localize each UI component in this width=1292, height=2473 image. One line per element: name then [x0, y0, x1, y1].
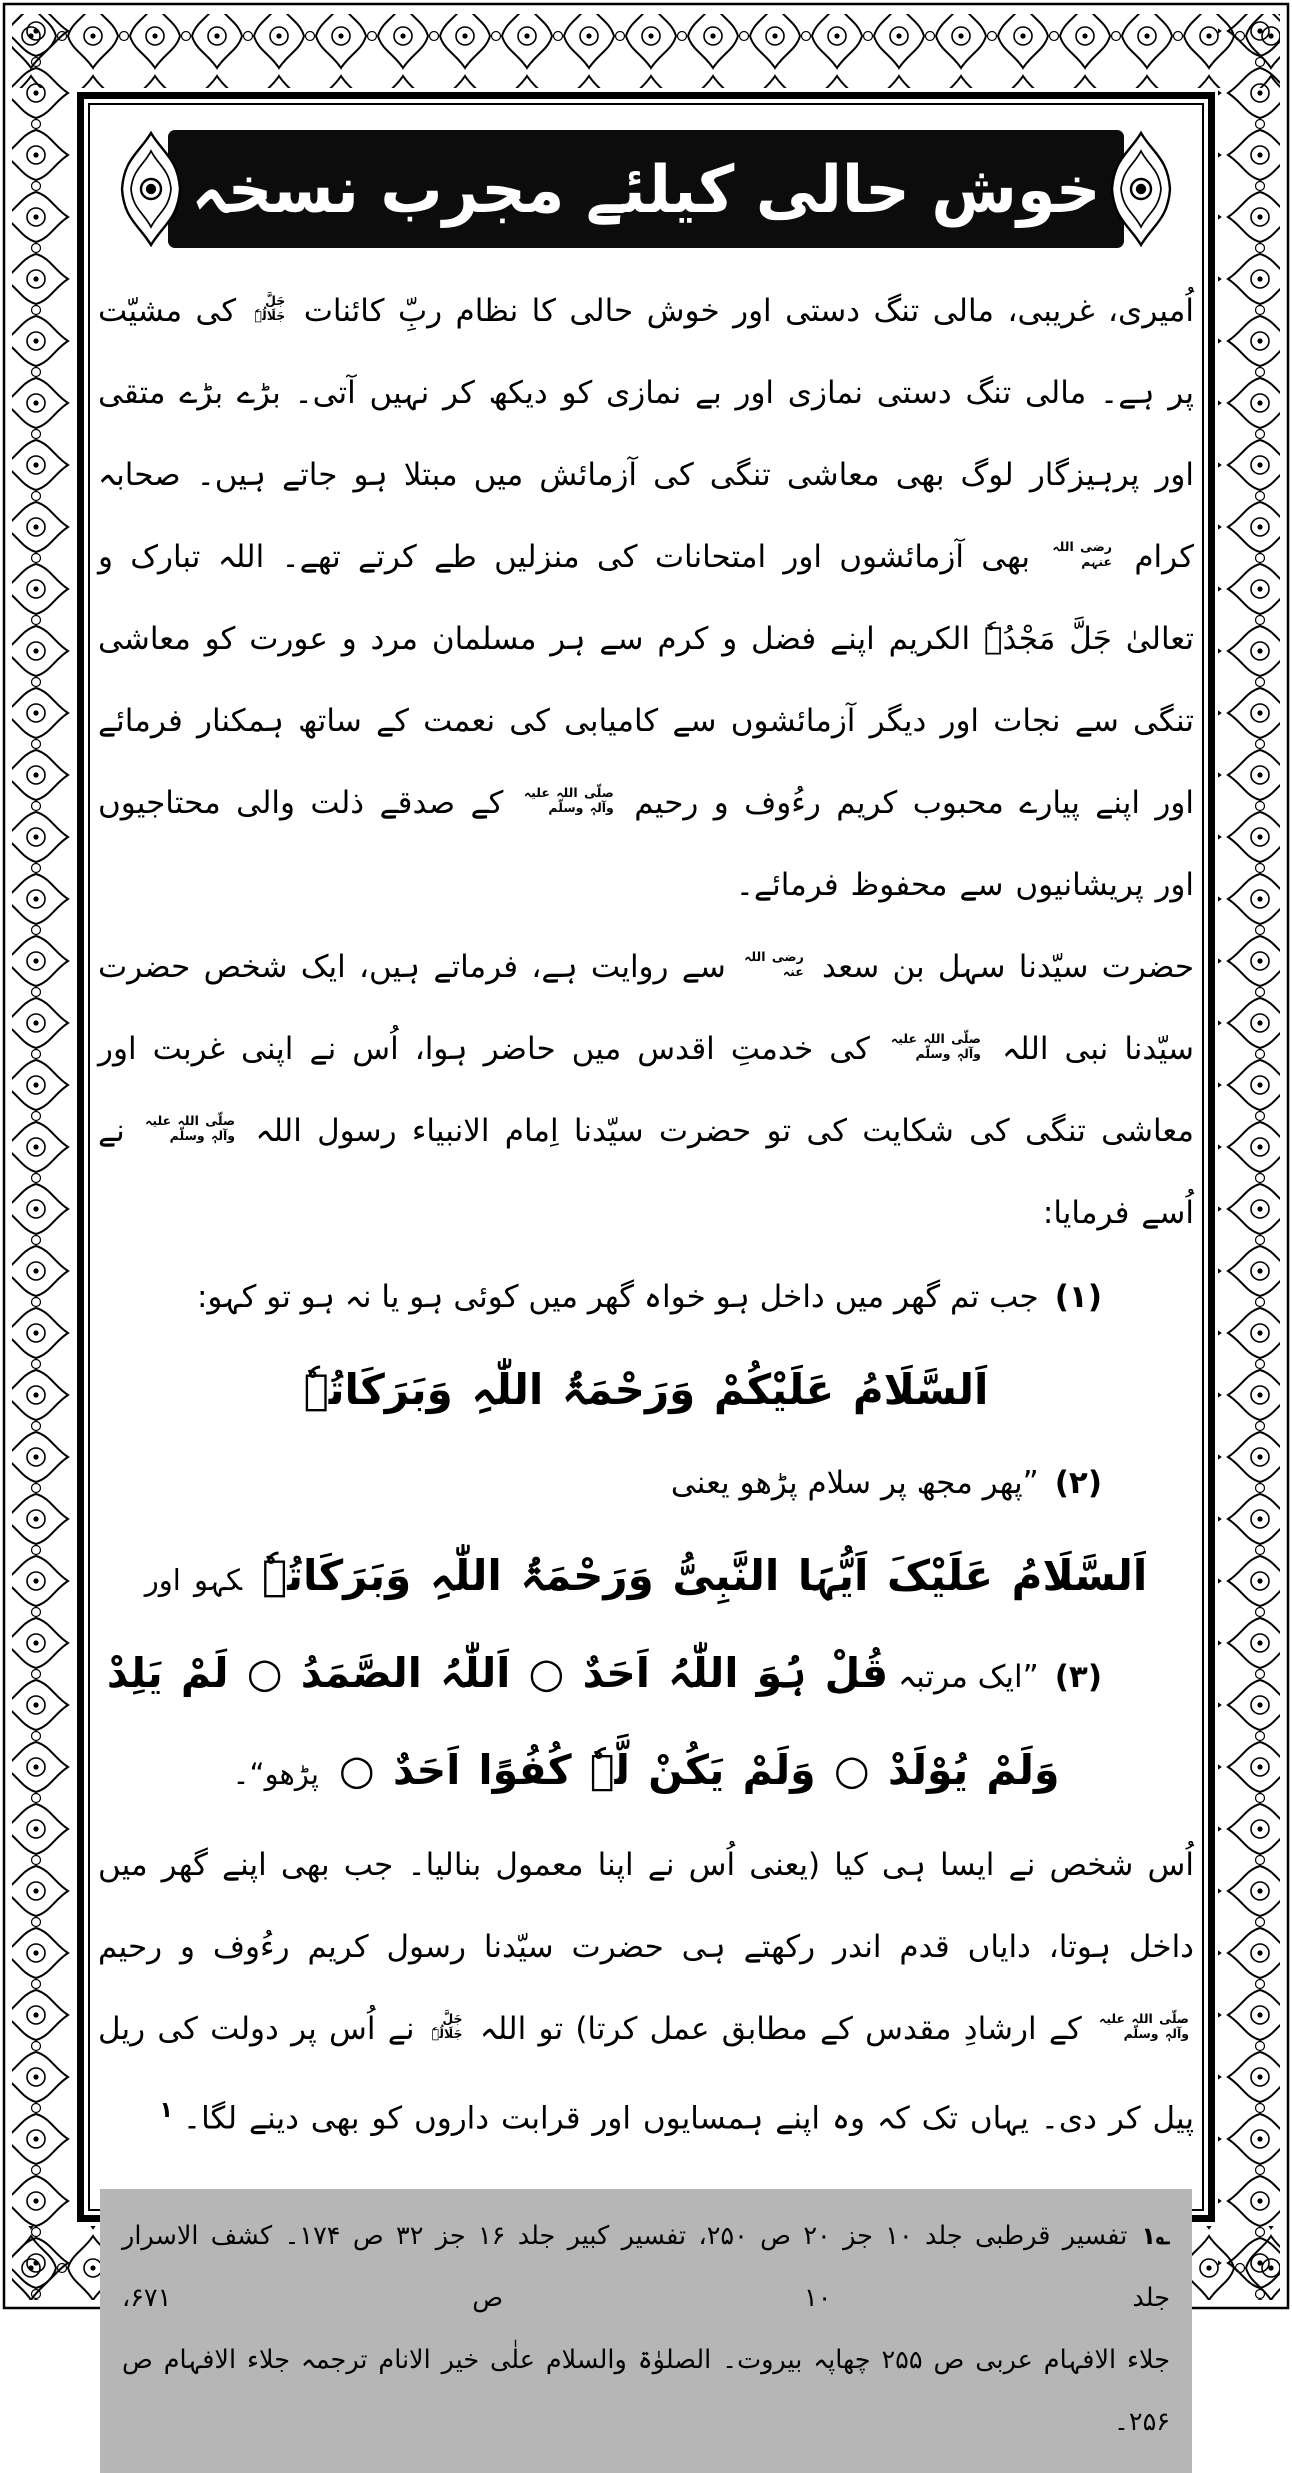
verse-suffix: کہو اور [144, 1563, 243, 1597]
item-number: (۳) [1054, 1659, 1102, 1695]
item-text: ”پھر مجھ پر سلام پڑھو یعنی [670, 1465, 1039, 1501]
footnote-line-1 [122, 2205, 1170, 2329]
item-text: جب تم گھر میں داخل ہو خواہ گھر میں کوئی ہو یا نہ ہو تو کہو: [196, 1279, 1039, 1315]
lotus-ornament-icon [1110, 131, 1172, 247]
footnote-citation: تفسیر قرطبی جلد ۱۰ جز ۲۰ ص ۲۵۰، تفسیر کبیر جلد ۱۶ جز ۳۲ ص ۱۷۴۔ کشف الاسرار جلد ۱۰ ص ۶۷۱، [122, 2221, 1170, 2314]
lotus-ornament-icon [120, 131, 182, 247]
title-banner [168, 130, 1124, 248]
page-title: خوش حالی کیلئے مجرب نسخہ [191, 150, 1101, 228]
inline-arabic-verse: قُلْ ہُوَ اللّٰہُ اَحَدٌ ○ اَللّٰہُ الصَّمَدُ ○ لَمْ یَلِدْ [106, 1649, 889, 1697]
footnote-box [100, 2189, 1192, 2473]
honorific-seal: صلّی اللہ علیہ وآلہٖ وسلّم [1099, 2011, 1190, 2041]
paragraph-intro: اُمیری، غریبی، مالی تنگ دستی اور خوش حالی کا نظام ربِّ کائنات جَلَّ جَلَالُہٗ کی مشیّت پر ہے۔ مالی تنگ دستی نمازی اور بے نمازی کو دیکھ کر نہیں آتی۔ بڑے بڑے متقی اور پرہیزگار لوگ بھی معاشی تنگی کی آزمائش میں مبتلا ہو جاتے ہیں۔ صحابہ کرام رضی اللہ عنہم بھی آزمائشوں اور امتحانات کی منزلیں طے کرتے تھے۔ اللہ تبارک و تعالیٰ جَلَّ مَجْدُہٗ الکریم اپنے فضل و کرم سے ہر مسلمان مرد و عورت کو معاشی تنگی سے نجات اور دیگر آزمائشوں سے کامیابی کی نعمت کے ساتھ ہمکنار فرمائے اور اپنے پیارے محبوب کریم رءُوف و رحیم صلّی اللہ علیہ وآلہٖ وسلّم کے صدقے ذلت والی محتاجیوں اور پریشانیوں سے محفوظ فرمائے۔ [98, 293, 1194, 903]
item-number: (۲) [1054, 1465, 1102, 1501]
honorific-seal: جَلَّ جَلَالُہٗ [431, 2011, 463, 2041]
honorific-seal: جَلَّ جَلَالُہٗ [254, 293, 286, 323]
list-item-3 [98, 1630, 1194, 1720]
footnote-marker: ؎۱ [1141, 2222, 1171, 2251]
verse-text: وَلَمْ یُوْلَدْ ○ وَلَمْ یَکُنْ لَّہٗ کُفُوًا اَحَدٌ ○ [338, 1746, 1060, 1794]
footnote-reference: ۱ [159, 2098, 173, 2123]
arabic-surah-ikhlas-line2 [98, 1722, 1194, 1822]
honorific-seal: رضی اللہ عنہم [1052, 539, 1113, 569]
list-item-2 [98, 1440, 1194, 1526]
verse-suffix: پڑھو“۔ [232, 1757, 319, 1791]
honorific-seal: صلّی اللہ علیہ وآلہٖ وسلّم [890, 1031, 981, 1061]
honorific-seal: صلّی اللہ علیہ وآلہٖ وسلّم [523, 785, 614, 815]
honorific-seal: رضی اللہ عنہ [744, 949, 804, 979]
item-number: (۱) [1054, 1279, 1102, 1315]
paragraph-hadith-narration: حضرت سیّدنا سہل بن سعد رضی اللہ عنہ سے روایت ہے، فرماتے ہیں، ایک شخص حضرت سیّدنا نبی اللہ صلّی اللہ علیہ وآلہٖ وسلّم کی خدمتِ اقدس میں حاضر ہوا، اُس نے اپنی غربت اور معاشی تنگی کی شکایت کی تو حضرت سیّدنا اِمام الانبیاء رسول اللہ صلّی اللہ علیہ وآلہٖ وسلّم نے اُسے فرمایا: [98, 949, 1194, 1231]
arabic-salutation-1: اَلسَّلَامُ عَلَیْکُمْ وَرَحْمَۃُ اللّٰہِ وَبَرَکَاتُہٗ [303, 1365, 989, 1414]
honorific-seal: صلّی اللہ علیہ وآلہٖ وسلّم [145, 1113, 236, 1143]
paragraph-conclusion: اُس شخص نے ایسا ہی کیا (یعنی اُس نے اپنا معمول بنالیا۔ جب بھی اپنے گھر میں داخل ہوتا، دایاں قدم اندر رکھتے ہی حضرت سیّدنا رسول کریم رءُوف و رحیم صلّی اللہ علیہ وآلہٖ وسلّم کے ارشادِ مقدس کے مطابق عمل کرتا) تو اللہ جَلَّ جَلَالُہٗ نے اُس پر دولت کی ریل پیل کر دی۔ یہاں تک کہ وہ اپنے ہمسایوں اور قرابت داروں کو بھی دینے لگا۔$^۱$ [98, 1847, 1194, 2137]
list-item-1 [98, 1254, 1194, 1340]
item-text: ”ایک مرتبہ قُلْ ہُوَ اللّٰہُ اَحَدٌ ○ اَللّٰہُ الصَّمَدُ ○ لَمْ یَلِدْ [106, 1649, 1039, 1697]
arabic-salutation-2 [98, 1528, 1194, 1628]
footnote-line-2: جلاء الافہام عربی ص ۲۵۵ چھاپہ بیروت۔ الصلوٰۃ والسلام علٰی خیر الانام ترجمہ جلاء الافہام ص ۲۵۶۔ [122, 2345, 1170, 2438]
verse-text: اَلسَّلَامُ عَلَیْکَ اَیُّہَا النَّبِیُّ وَرَحْمَۃُ اللّٰہِ وَبَرَکَاتُہٗ [262, 1551, 1148, 1600]
page-content [98, 112, 1194, 2438]
